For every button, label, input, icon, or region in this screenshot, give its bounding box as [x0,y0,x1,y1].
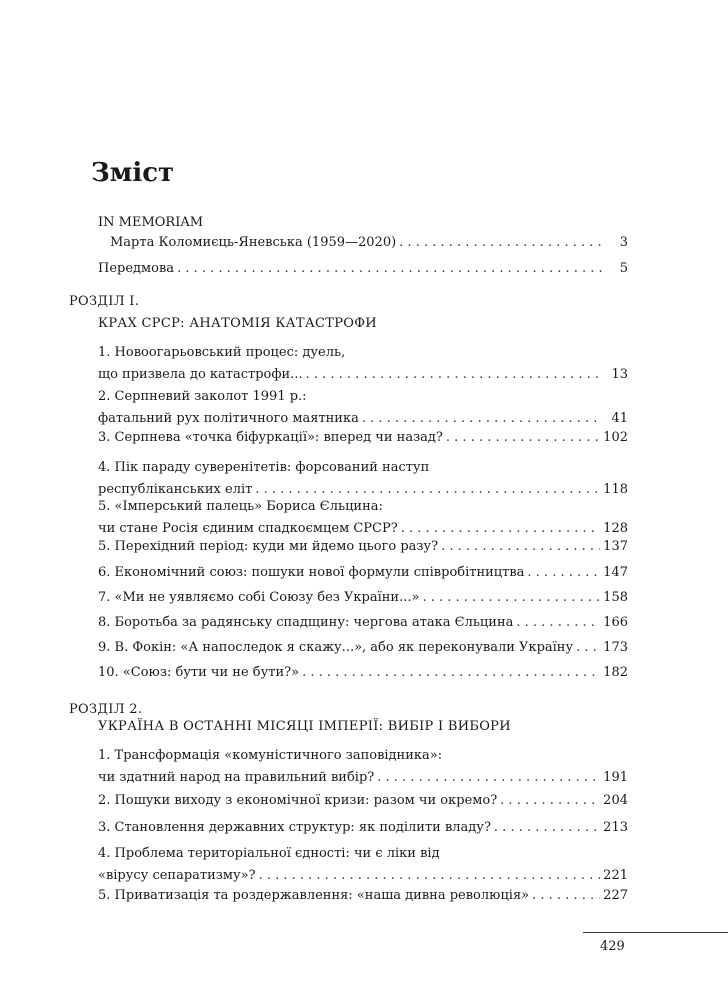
leader-dots [177,258,603,280]
toc-entry[interactable] [98,745,628,789]
toc-entry-text: 2. Пошуки виходу з економічної кризи: разом чи окремо? [98,793,498,808]
toc-entry[interactable] [98,790,628,812]
toc-entry-line1: 2. Серпневий заколот 1991 р.: [98,389,307,404]
leader-dots [377,767,600,789]
toc-page-number: 128 [603,521,628,536]
toc-entry-text: Передмова [98,261,175,276]
toc-entry-text: чи здатний народ на правильний вибір? [98,770,375,785]
toc-entry-text: 3. Становлення державних структур: як поділити владу? [98,820,491,835]
toc-entry-text: 9. В. Фокін: «А напоследок я скажу...», або як переконували Україну [98,640,574,655]
toc-entry[interactable] [98,427,628,449]
toc-page-number: 102 [603,430,628,445]
toc-entry[interactable] [98,662,628,684]
toc-entry-text: 5. Перехідний період: куди ми йдемо цього разу? [98,539,439,554]
toc-entry-text: чи стане Росія єдиним спадкоємцем СРСР? [98,521,398,536]
section-1-label: РОЗДІЛ І. [69,294,140,309]
leader-dots [576,637,600,659]
toc-entry[interactable] [98,843,628,887]
leader-dots [399,232,603,254]
toc-entry-text: що призвела до катастрофи... [98,367,303,382]
page-number: 429 [600,939,625,954]
toc-entry-line1: 4. Пік параду суверенітетів: форсований наступ [98,460,430,475]
leader-dots [527,562,600,584]
toc-entry-text: Марта Коломиєць-Яневська (1959—2020) [110,235,397,250]
toc-page-number: 118 [603,482,628,497]
toc-entry-text: 5. Приватизація та роздержавлення: «наша дивна революція» [98,888,530,903]
section-2-title: УКРАЇНА В ОСТАННІ МІСЯЦІ ІМПЕРІЇ: ВИБІР І ВИБОРИ [98,719,511,734]
toc-entry[interactable] [98,342,628,386]
toc-page-number: 147 [603,565,628,580]
leader-dots [259,865,601,887]
toc-entry-text: фатальний рух політичного маятника [98,411,359,426]
section-2-label: РОЗДІЛ 2. [69,702,143,717]
toc-title: Зміст [91,158,175,188]
toc-page-number: 213 [603,820,628,835]
toc-page-number: 227 [603,888,628,903]
memoriam-heading: IN MEMORIAM [98,215,204,230]
toc-entry[interactable] [98,562,628,584]
toc-page-number: 191 [603,770,628,785]
leader-dots [516,612,600,634]
footer-rule [583,932,728,933]
leader-dots [306,364,603,386]
leader-dots [532,885,600,907]
toc-entry[interactable] [98,885,628,907]
toc-entry[interactable] [98,587,628,609]
toc-page-number: 158 [603,590,628,605]
toc-entry[interactable] [98,457,628,501]
leader-dots [302,662,600,684]
toc-entry-text: республіканських еліт [98,482,253,497]
toc-entry-line1: 1. Трансформація «комуністичного заповідника»: [98,748,443,763]
toc-entry-line1: 4. Проблема територіальної єдності: чи є ліки від [98,846,440,861]
section-1-title: КРАХ СРСР: АНАТОМІЯ КАТАСТРОФИ [98,316,377,331]
toc-entry[interactable] [98,496,628,540]
toc-entry-preface[interactable] [98,258,628,280]
leader-dots [494,817,600,839]
toc-entry-text: 7. «Ми не уявляємо собі Союзу без України...» [98,590,420,605]
toc-entry[interactable] [98,637,628,659]
toc-page-number: 3 [619,235,628,250]
toc-page-number: 137 [603,539,628,554]
toc-entry-text: «вірусу сепаратизму»? [98,868,256,883]
toc-page-number: 182 [603,665,628,680]
toc-entry-line1: 1. Новоогарьовський процес: дуель, [98,345,346,360]
leader-dots [422,587,600,609]
toc-entry-line1: 5. «Імперський палець» Бориса Єльцина: [98,499,383,514]
toc-entry[interactable] [98,612,628,634]
toc-entry-memoriam[interactable] [110,232,628,254]
leader-dots [500,790,600,812]
toc-entry[interactable] [98,536,628,558]
leader-dots [446,427,600,449]
leader-dots [441,536,600,558]
toc-page-number: 41 [611,411,628,426]
toc-entry-text: 6. Економічний союз: пошуки нової формули співробітництва [98,565,525,580]
toc-page-number: 204 [603,793,628,808]
toc-entry-text: 8. Боротьба за радянську спадщину: чергова атака Єльцина [98,615,514,630]
toc-entry-text: 3. Серпнева «точка біфуркації»: вперед чи назад? [98,430,443,445]
toc-entry[interactable] [98,386,628,430]
toc-entry[interactable] [98,817,628,839]
toc-page-number: 13 [611,367,628,382]
toc-page-number: 166 [603,615,628,630]
toc-entry-text: 10. «Союз: бути чи не бути?» [98,665,300,680]
toc-page-number: 5 [619,261,628,276]
toc-page-number: 173 [603,640,628,655]
toc-page-number: 221 [603,868,628,883]
